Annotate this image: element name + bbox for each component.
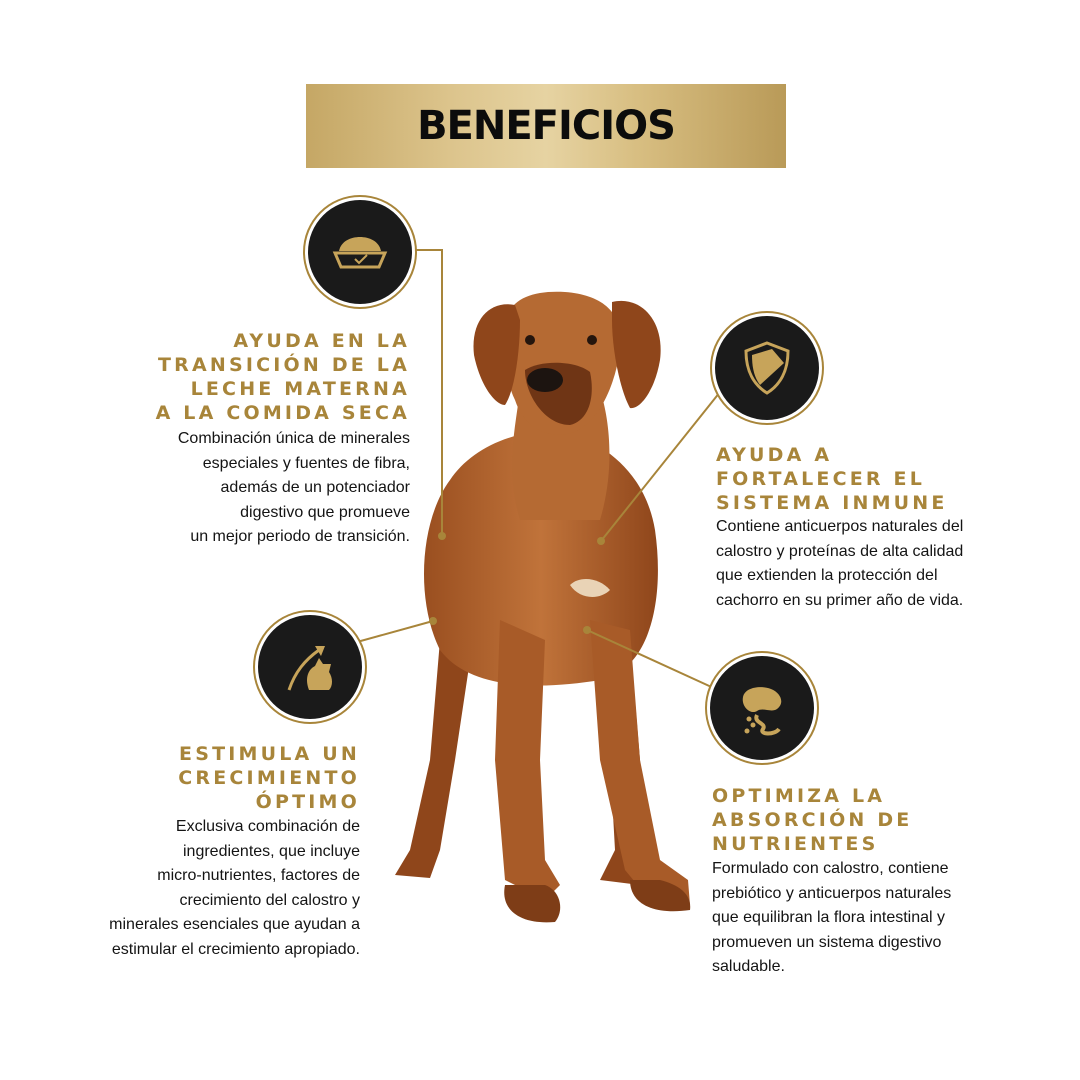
benefit-3-text: Exclusiva combinación de ingredientes, que incluye micro-nutrientes, factores de crecimiento del calostro y minerales esenciales que ayudan a estimular el crecimiento apropiado.	[109, 818, 360, 958]
food-bowl-icon	[308, 200, 412, 304]
connector-dot-1	[438, 532, 446, 540]
page-title: BENEFICIOS	[417, 103, 675, 149]
connector-line-4	[587, 630, 718, 690]
benefit-4-title: OPTIMIZA LA ABSORCIÓN DE NUTRIENTES	[712, 785, 913, 855]
benefit-4-text: Formulado con calostro, contiene prebiótico y anticuerpos naturales que equilibran la flora intestinal y promueven un sistema digestivo saludable.	[712, 860, 952, 975]
digestive-system-icon	[710, 656, 814, 760]
benefit-3-title: ESTIMULA UN CRECIMIENTO ÓPTIMO	[178, 743, 360, 813]
connector-dot-4	[583, 626, 591, 634]
benefit-1-text: Combinación única de minerales especiales y fuentes de fibra, además de un potenciador digestivo que promueve un mejor periodo de transición.	[177, 430, 410, 545]
benefit-1-title: AYUDA EN LA TRANSICIÓN DE LA LECHE MATERNA A LA COMIDA SECA	[155, 330, 410, 424]
shield-icon	[715, 316, 819, 420]
connector-line-1	[412, 250, 442, 536]
connector-line-3	[357, 621, 433, 642]
connector-line-2	[601, 392, 720, 541]
connector-dot-3	[429, 617, 437, 625]
benefit-2-title: AYUDA A FORTALECER EL SISTEMA INMUNE	[716, 444, 948, 514]
puppy-growth-icon	[258, 615, 362, 719]
benefit-2-text: Contiene anticuerpos naturales del calostro y proteínas de alta calidad que extienden la protección del cachorro en su primer año de vida.	[716, 518, 964, 609]
connector-dot-2	[597, 537, 605, 545]
